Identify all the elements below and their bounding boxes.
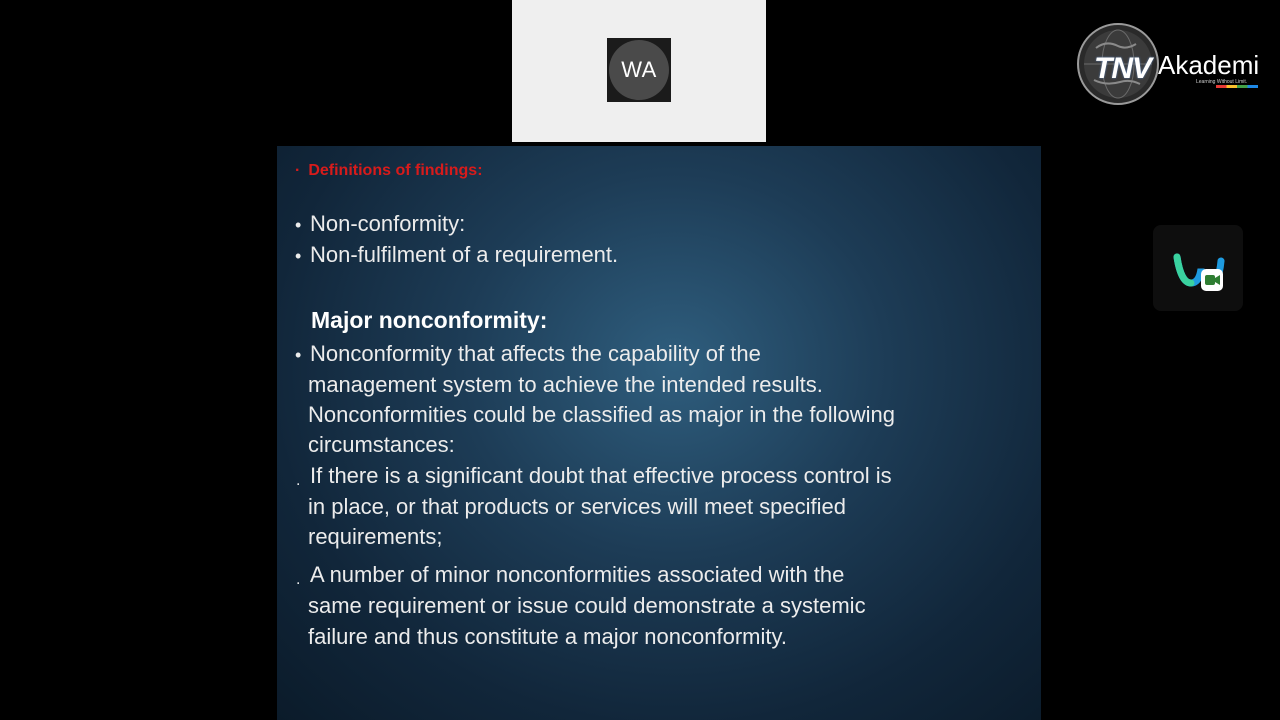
webex-floating-widget[interactable]: [1153, 225, 1243, 311]
major-line: Nonconformities could be classified as major in the following: [308, 402, 895, 427]
bullet-icon: .: [296, 571, 301, 588]
intro-line: Non-conformity:: [310, 211, 466, 236]
avatar-initials: WA: [609, 40, 669, 100]
heading-bullet: ·: [295, 162, 301, 179]
circumstance-line: A number of minor nonconformities associated with the: [310, 562, 845, 587]
slide-heading-text: Definitions of findings:: [308, 162, 483, 179]
slide-heading: [295, 162, 483, 180]
major-line: Nonconformity that affects the capability of the: [310, 341, 761, 366]
bullet-icon: •: [295, 246, 302, 266]
brand-name: Akademi: [1158, 50, 1260, 80]
intro-line: Non-fulfilment of a requirement.: [310, 242, 619, 267]
circumstance-line: in place, or that products or services will meet specified: [308, 494, 847, 519]
brand-logo: [1076, 22, 1266, 108]
major-nonconformity-heading: Major nonconformity:: [311, 307, 548, 333]
avatar: [607, 38, 671, 102]
major-line: circumstances:: [308, 432, 455, 457]
circumstance-line: If there is a significant doubt that effective process control is: [310, 463, 892, 488]
brand-mark: TNV: [1094, 52, 1151, 85]
major-line: management system to achieve the intended results.: [308, 372, 823, 397]
brand-color-stripes: [1216, 85, 1258, 88]
bullet-icon: •: [295, 215, 302, 235]
presentation-slide: [277, 146, 1041, 720]
bullet-icon: •: [295, 345, 302, 365]
circumstance-line: failure and thus constitute a major nonconformity.: [308, 624, 787, 649]
circumstance-line: same requirement or issue could demonstrate a systemic: [308, 593, 866, 618]
bullet-icon: .: [296, 472, 301, 489]
brand-tagline: Learning Without Limit.: [1196, 79, 1248, 85]
participant-video-tile[interactable]: [512, 0, 766, 142]
webex-meetings-icon: [1173, 243, 1225, 295]
circumstance-line: requirements;: [308, 524, 443, 549]
